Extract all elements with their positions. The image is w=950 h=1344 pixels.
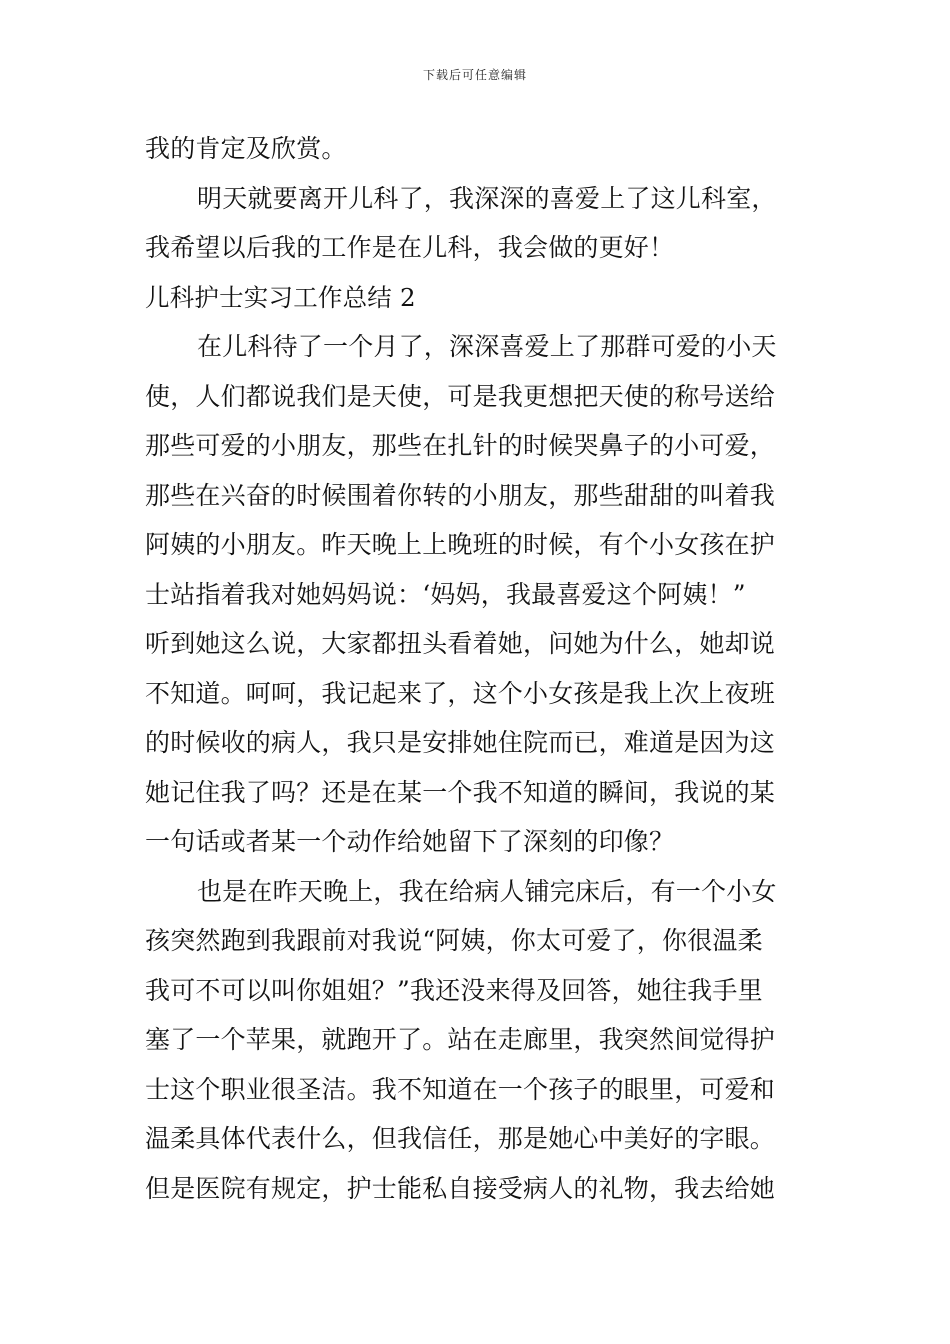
paragraph-line: 她记住我了吗？还是在某一个我不知道的瞬间，我说的某 [145,777,776,807]
paragraph-line: 在儿科待了一个月了，深深喜爱上了那群可爱的小天 [197,332,777,361]
paragraph-line: 我的肯定及欣赏。 [145,134,347,163]
paragraph-line: 塞了一个苹果，就跑开了。站在走廊里，我突然间觉得护 [145,1025,776,1054]
paragraph-line: 那些在兴奋的时候围着你转的小朋友，那些甜甜的叫着我 [145,480,776,510]
paragraph-line: 阿姨的小朋友。昨天晚上上晚班的时候，有个小女孩在护 [145,530,776,559]
paragraph-line: 士站指着我对她妈妈说：‘妈妈，我最喜爱这个阿姨！” [145,579,746,609]
paragraph-line: 那些可爱的小朋友，那些在扎针的时候哭鼻子的小可爱， [145,431,776,460]
document-body [145,124,805,1213]
paragraph-line: 孩突然跑到我跟前对我说“阿姨，你太可爱了，你很温柔 [145,926,763,955]
page-header-note: 下载后可任意编辑 [422,68,527,82]
paragraph-line: 的时候收的病人，我只是安排她住院而已，难道是因为这 [145,728,776,757]
paragraph-line: 但是医院有规定，护士能私自接受病人的礼物，我去给她 [145,1173,776,1203]
section-heading: 儿科护士实习工作总结 2 [145,282,416,312]
paragraph-line: 也是在昨天晚上，我在给病人铺完床后，有一个小女 [197,876,777,906]
paragraph-line: 不知道。呵呵，我记起来了，这个小女孩是我上次上夜班 [145,678,776,708]
paragraph-line: 士这个职业很圣洁。我不知道在一个孩子的眼里，可爱和 [145,1074,776,1104]
paragraph-line: 使，人们都说我们是天使，可是我更想把天使的称号送给 [145,381,776,411]
paragraph-line: 温柔具体代表什么，但我信任，那是她心中美好的字眼。 [145,1124,776,1153]
paragraph-line: 我希望以后我的工作是在儿科，我会做的更好！ [145,233,675,262]
paragraph-line: 明天就要离开儿科了，我深深的喜爱上了这儿科室， [197,183,777,213]
paragraph-line: 听到她这么说，大家都扭头看着她，问她为什么，她却说 [145,629,776,658]
paragraph-line: 我可不可以叫你姐姐？”我还没来得及回答，她往我手里 [145,975,763,1005]
paragraph-line: 一句话或者某一个动作给她留下了深刻的印像？ [145,827,675,856]
